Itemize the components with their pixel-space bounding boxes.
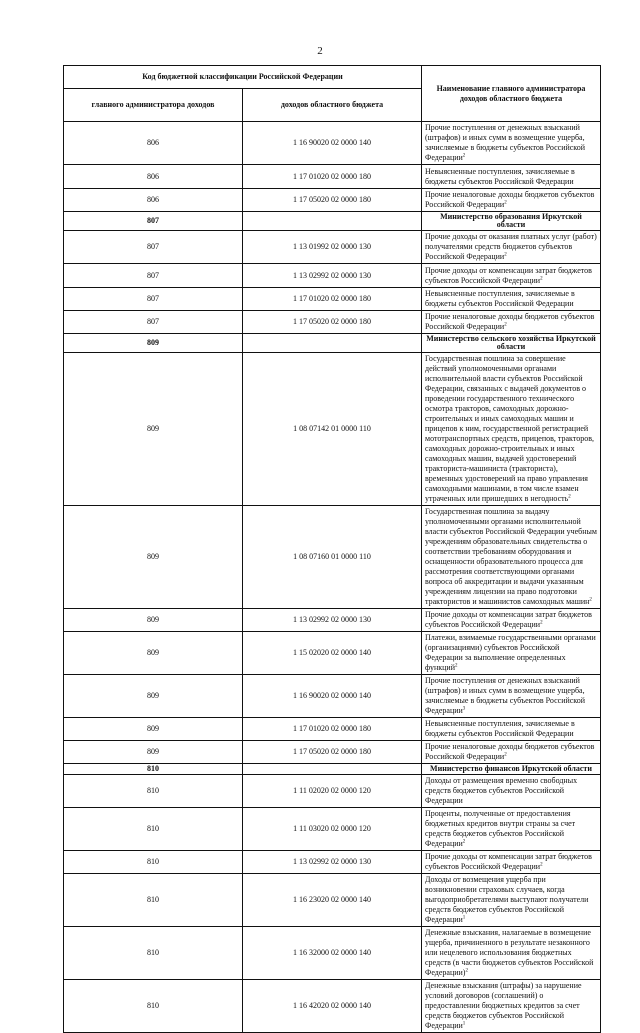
revenue-code-cell: 1 16 90020 02 0000 140 <box>243 122 422 165</box>
table-row <box>64 353 601 506</box>
footnote-marker: 2 <box>465 968 468 974</box>
admin-code-cell: 809 <box>64 334 243 353</box>
revenue-name-text: Прочие неналоговые доходы бюджетов субъектов Российской Федерации <box>425 742 595 761</box>
footnote-marker: 2 <box>568 494 571 500</box>
revenue-code-cell: 1 13 02992 02 0000 130 <box>243 609 422 632</box>
admin-code-cell: 809 <box>64 718 243 741</box>
admin-code-cell: 809 <box>64 741 243 764</box>
revenue-code-cell: 1 08 07160 01 0000 110 <box>243 506 422 609</box>
admin-code-cell: 810 <box>64 808 243 851</box>
admin-code-cell: 809 <box>64 506 243 609</box>
revenue-name-text: Невыясненные поступления, зачисляемые в бюджеты субъектов Российской Федерации <box>425 719 575 738</box>
table-row <box>64 851 601 874</box>
admin-code-cell: 809 <box>64 632 243 675</box>
revenue-name-text: Прочие неналоговые доходы бюджетов субъектов Российской Федерации <box>425 312 595 331</box>
revenue-name-cell <box>422 980 601 1033</box>
footnote-marker: 2 <box>589 597 592 603</box>
revenue-name-text: Прочие доходы от оказания платных услуг (работ) получателями средств бюджетов субъектов Российской Федерации <box>425 232 597 261</box>
footnote-marker: 2 <box>504 200 507 206</box>
table-row <box>64 231 601 264</box>
header-admin: главного администратора доходов <box>64 89 243 122</box>
revenue-name-cell <box>422 775 601 808</box>
revenue-name-text: Министерство образования Иркутской области <box>440 212 582 229</box>
header-group: Код бюджетной классификации Российской Федерации <box>64 66 422 89</box>
revenue-name-text: Проценты, полученные от предоставления бюджетных кредитов внутри страны за счет средств бюджетов субъектов Российской Федерации <box>425 809 576 848</box>
footnote-marker: 2 <box>462 839 466 845</box>
revenue-name-text: Доходы от возмещения ущерба при возникновении страховых случаев, когда выгодоприобретателями выступают получатели средств бюджетов субъектов Российской Федерации <box>425 875 589 924</box>
admin-code-cell: 810 <box>64 764 243 775</box>
table-row <box>64 122 601 165</box>
revenue-name-cell <box>422 122 601 165</box>
revenue-code-cell: 1 17 05020 02 0000 180 <box>243 741 422 764</box>
revenue-name-cell <box>422 165 601 189</box>
revenue-name-cell <box>422 264 601 288</box>
revenue-name-text: Невыясненные поступления, зачисляемые в бюджеты субъектов Российской Федерации <box>425 166 575 186</box>
admin-code-cell: 810 <box>64 980 243 1033</box>
table-row <box>64 506 601 609</box>
revenue-code-cell <box>243 764 422 775</box>
admin-code-cell: 809 <box>64 353 243 506</box>
header-code: доходов областного бюджета <box>243 89 422 122</box>
revenue-name-text: Прочие доходы от компенсации затрат бюджетов субъектов Российской Федерации <box>425 852 592 871</box>
revenue-name-text: Прочие доходы от компенсации затрат бюджетов субъектов Российской Федерации <box>425 265 592 285</box>
table-row <box>64 311 601 334</box>
revenue-name-text: Прочие поступления от денежных взысканий (штрафов) и иных сумм в возмещение ущерба, зачисляемые в бюджеты субъектов Российской Федерации <box>425 676 586 715</box>
revenue-name-cell <box>422 506 601 609</box>
revenue-code-cell: 1 15 02020 02 0000 140 <box>243 632 422 675</box>
revenue-name-cell <box>422 851 601 874</box>
revenue-name-text: Прочие доходы от компенсации затрат бюджетов субъектов Российской Федерации <box>425 610 592 629</box>
revenue-code-cell: 1 17 05020 02 0000 180 <box>243 311 422 334</box>
admin-code-cell: 807 <box>64 264 243 288</box>
footnote-marker: 2 <box>455 663 458 669</box>
admin-code-cell: 810 <box>64 927 243 980</box>
footnote-marker: 2 <box>504 322 507 328</box>
revenue-name-text: Государственная пошлина за выдачу уполномоченными органами исполнительной власти субъектов Российской Федерации учебным учреждениям образовательных свидетельства о соответствии требованиям оборудования и оснащенности образовательного процесса для рассмотрения соответствующими органами вопроса об аккредитации и выдачи указанным учреждениям лицензии на право подготовки трактористов и машинистов самоходных машин <box>425 507 597 606</box>
header-name: Наименование главного администратора доходов областного бюджета <box>422 66 601 122</box>
admin-code-cell: 806 <box>64 165 243 189</box>
footnote-marker: 1 <box>462 1021 466 1027</box>
footnote-marker: 2 <box>540 275 543 281</box>
table-row <box>64 165 601 189</box>
revenue-name-cell <box>422 288 601 311</box>
revenue-name-cell <box>422 927 601 980</box>
revenue-name-text: Прочие неналоговые доходы бюджетов субъектов Российской Федерации <box>425 190 595 209</box>
revenue-name-text: Министерство финансов Иркутской области <box>430 764 592 773</box>
ministry-row <box>64 212 601 231</box>
table-row <box>64 632 601 675</box>
revenue-name-cell <box>422 718 601 741</box>
revenue-name-text: Прочие поступления от денежных взысканий (штрафов) и иных сумм в возмещение ущерба, зачисляемые в бюджеты субъектов Российской Федерации <box>425 123 586 162</box>
revenue-name-cell <box>422 741 601 764</box>
revenue-name-cell <box>422 609 601 632</box>
admin-code-cell: 807 <box>64 288 243 311</box>
table-row <box>64 874 601 927</box>
revenue-name-cell <box>422 212 601 231</box>
revenue-code-cell: 1 16 32000 02 0000 140 <box>243 927 422 980</box>
revenue-code-cell: 1 17 01020 02 0000 180 <box>243 165 422 189</box>
revenue-code-cell: 1 13 01992 02 0000 130 <box>243 231 422 264</box>
revenue-code-cell <box>243 334 422 353</box>
revenue-code-cell: 1 17 01020 02 0000 180 <box>243 288 422 311</box>
footnote-marker: 2 <box>504 752 507 758</box>
admin-code-cell: 809 <box>64 675 243 718</box>
table-row <box>64 980 601 1033</box>
table-row <box>64 775 601 808</box>
ministry-row <box>64 334 601 353</box>
ministry-row <box>64 764 601 775</box>
table-row <box>64 741 601 764</box>
revenue-code-cell <box>243 212 422 231</box>
revenue-code-cell: 1 13 02992 02 0000 130 <box>243 264 422 288</box>
revenue-name-cell <box>422 311 601 334</box>
revenue-name-text: Платежи, взимаемые государственными органами (организациями) субъектов Российской Федерации за выполнение определенных функций <box>425 633 596 672</box>
footnote-marker: 2 <box>462 153 466 159</box>
table-row <box>64 675 601 718</box>
footnote-marker: 3 <box>462 706 466 712</box>
admin-code-cell: 807 <box>64 231 243 264</box>
table-row <box>64 718 601 741</box>
table-row <box>64 189 601 212</box>
admin-code-cell: 806 <box>64 189 243 212</box>
revenue-name-text: Государственная пошлина за совершение действий уполномоченными органами исполнительной власти субъектов Российской Федерации, связанных с выдачей документов о проведении государственного технического осмотра тракторов, самоходных дорожно-строительных и иных самоходных машин и прицепов к ним, государственной регистрацией мототранспортных средств, прицепов, тракторов, самоходных дорожно-строительных и иных самоходных машин, выдачей удостоверений тракториста-машиниста (тракториста), временных удостоверений на право управления самоходными машинами, в том числе взамен утраченных или пришедших в негодность <box>425 354 594 503</box>
revenue-name-cell <box>422 189 601 212</box>
table-row <box>64 927 601 980</box>
revenue-code-cell: 1 17 01020 02 0000 180 <box>243 718 422 741</box>
table-row <box>64 808 601 851</box>
revenue-code-cell: 1 08 07142 01 0000 110 <box>243 353 422 506</box>
revenue-name-cell <box>422 874 601 927</box>
revenue-code-cell: 1 11 02020 02 0000 120 <box>243 775 422 808</box>
revenue-name-cell <box>422 231 601 264</box>
revenue-name-cell <box>422 353 601 506</box>
revenue-name-text: Министерство сельского хозяйства Иркутской области <box>426 334 596 351</box>
revenue-name-text: Денежные взыскания (штрафы) за нарушение условий договоров (соглашений) о предоставлении бюджетных кредитов за счет средств бюджетов субъектов Российской Федерации <box>425 981 582 1030</box>
revenue-code-cell: 1 16 42020 02 0000 140 <box>243 980 422 1033</box>
revenue-name-cell <box>422 632 601 675</box>
revenue-name-text: Невыясненные поступления, зачисляемые в бюджеты субъектов Российской Федерации <box>425 289 575 308</box>
admin-code-cell: 810 <box>64 775 243 808</box>
revenue-code-cell: 1 16 90020 02 0000 140 <box>243 675 422 718</box>
table-body <box>64 122 601 1033</box>
footnote-marker: 1 <box>462 915 466 921</box>
table-row <box>64 288 601 311</box>
admin-code-cell: 807 <box>64 212 243 231</box>
revenue-code-cell: 1 16 23020 02 0000 140 <box>243 874 422 927</box>
footnote-marker: 2 <box>540 620 543 626</box>
footnote-marker: 2 <box>504 252 507 258</box>
table-row <box>64 264 601 288</box>
revenue-name-cell <box>422 808 601 851</box>
page-number: 2 <box>317 45 323 57</box>
admin-code-cell: 810 <box>64 874 243 927</box>
table-row <box>64 609 601 632</box>
revenue-name-cell <box>422 675 601 718</box>
revenue-name-cell <box>422 764 601 775</box>
footnote-marker: 2 <box>540 862 543 868</box>
revenue-code-cell: 1 13 02992 02 0000 130 <box>243 851 422 874</box>
admin-code-cell: 810 <box>64 851 243 874</box>
admin-code-cell: 806 <box>64 122 243 165</box>
budget-classification-table <box>63 65 601 1033</box>
admin-code-cell: 807 <box>64 311 243 334</box>
revenue-code-cell: 1 17 05020 02 0000 180 <box>243 189 422 212</box>
revenue-name-cell <box>422 334 601 353</box>
revenue-name-text: Денежные взыскания, налагаемые в возмещение ущерба, причиненного в результате незаконного или нецелевого использования бюджетных средств (в части бюджетов субъектов Российской Федерации) <box>425 928 594 977</box>
admin-code-cell: 809 <box>64 609 243 632</box>
revenue-code-cell: 1 11 03020 02 0000 120 <box>243 808 422 851</box>
revenue-name-text: Доходы от размещения временно свободных средств бюджетов субъектов Российской Федерации <box>425 776 578 805</box>
